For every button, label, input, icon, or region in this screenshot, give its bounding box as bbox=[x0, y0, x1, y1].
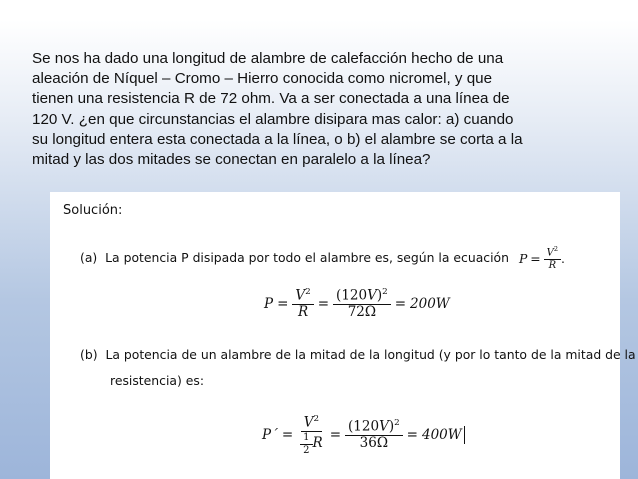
problem-line: tienen una resistencia R de 72 ohm. Va a ser conectada a una línea de bbox=[32, 90, 510, 108]
frac-num: (120 bbox=[336, 287, 368, 304]
part-b-statement-cont: resistencia) es: bbox=[110, 373, 205, 388]
eq-lhs: P bbox=[518, 251, 528, 267]
frac-unit: V bbox=[367, 287, 377, 304]
part-b-text: La potencia de un alambre de la mitad de la longitud (y por lo tanto de la mitad de la bbox=[105, 347, 636, 362]
half-fraction bbox=[300, 432, 312, 456]
eq-lhs: P bbox=[264, 295, 274, 312]
exponent: 2 bbox=[553, 245, 559, 253]
eq-sign: = bbox=[277, 295, 289, 312]
inline-equation: P = $\frac{V^2}{R}$ . bbox=[518, 245, 565, 271]
fraction-v2-r bbox=[292, 287, 313, 321]
equation-a bbox=[264, 287, 450, 321]
solution-panel bbox=[50, 192, 636, 479]
exponent: 2 bbox=[305, 287, 311, 297]
eq-sign: = bbox=[317, 295, 330, 312]
eq-lhs: P´ bbox=[262, 427, 278, 443]
frac-den: R bbox=[548, 259, 557, 271]
exponent: 2 bbox=[382, 287, 388, 297]
problem-line: aleación de Níquel – Cromo – Hierro conocida como nicromel, y que bbox=[32, 70, 493, 88]
frac-num: V bbox=[303, 414, 314, 431]
text-cursor bbox=[464, 426, 466, 444]
frac-unit: V bbox=[379, 418, 389, 435]
exponent: 2 bbox=[313, 414, 320, 424]
frac-den: 72Ω bbox=[347, 304, 377, 321]
problem-line: su longitud entera esta conectada a la línea, o b) el alambre se corta a la bbox=[32, 130, 523, 148]
problem-line: 120 V. ¿en que circunstancias el alambre disipara mas calor: a) cuando bbox=[32, 110, 514, 128]
problem-line: mitad y las dos mitades se conectan en paralelo a la línea? bbox=[32, 151, 431, 169]
part-b-label: (b) bbox=[80, 347, 98, 362]
fraction-values bbox=[345, 418, 403, 452]
eq-sign: = bbox=[530, 251, 541, 267]
frac-den: R bbox=[297, 304, 309, 321]
frac-close: ) bbox=[376, 287, 383, 304]
result-b: 400W bbox=[421, 427, 462, 443]
result-a: 200W bbox=[410, 295, 450, 312]
half-den: 2 bbox=[303, 444, 310, 456]
eq-sign: = bbox=[406, 427, 418, 443]
problem-line: Se nos ha dado una longitud de alambre de calefacción hecho de una bbox=[32, 50, 504, 67]
part-a-text: La potencia P disipada por todo el alambre es, según la ecuación bbox=[105, 250, 509, 266]
inline-fraction bbox=[544, 246, 561, 271]
fraction-v2-half-r bbox=[297, 414, 326, 456]
part-b-statement bbox=[80, 347, 636, 362]
frac-den: R bbox=[312, 435, 323, 452]
eq-sign: = bbox=[281, 427, 294, 443]
frac-num: V bbox=[546, 247, 554, 259]
fraction-values bbox=[333, 287, 391, 321]
equation-b bbox=[262, 414, 465, 456]
part-a-label: (a) bbox=[80, 250, 98, 266]
frac-num: (120 bbox=[348, 418, 380, 435]
eq-sign: = bbox=[394, 295, 407, 312]
problem-statement bbox=[32, 49, 632, 170]
part-a-statement bbox=[80, 246, 565, 271]
frac-close: ) bbox=[388, 418, 395, 435]
half-num: 1 bbox=[300, 432, 312, 445]
frac-den: 36Ω bbox=[359, 435, 389, 452]
solution-title: Solución: bbox=[63, 203, 123, 218]
eq-sign: = bbox=[329, 427, 342, 443]
exponent: 2 bbox=[394, 418, 400, 429]
frac-num: V bbox=[295, 287, 306, 304]
